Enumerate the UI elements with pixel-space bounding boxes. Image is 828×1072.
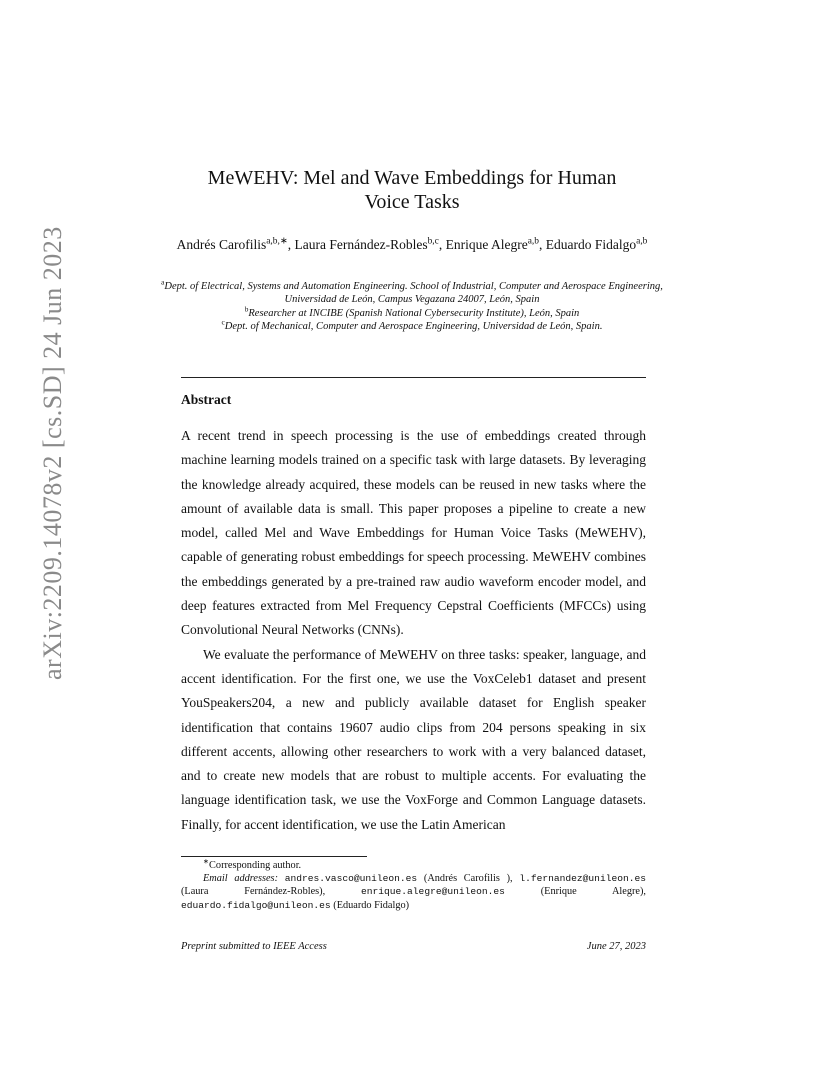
corresponding-author-note: Corresponding author. (209, 860, 302, 871)
author-name: Laura Fernández-Robles (294, 237, 428, 252)
affiliation-mark: c (221, 317, 225, 327)
abstract-paragraph: A recent trend in speech processing is the use of embeddings created through machine learning models trained on a specific task with large datasets. By leveraging the knowledge already acquired, these models can be reused in new tasks where the amount of available data is small. This paper proposes a pipeline to create a new model, called Mel and Wave Embeddings for Human Voice Tasks (MeWEHV), capable of generating robust embeddings for speech processing. MeWEHV combines the embeddings generated by a pre-trained raw audio waveform encoder model, and deep features extracted from Mel Frequency Cepstral Coefficients (MFCCs) using Convolutional Neural Networks (CNNs). (181, 428, 646, 638)
email-link[interactable]: l.fernandez@unileon.es (519, 873, 647, 885)
email-addresses-label: Email addresses: (203, 873, 278, 885)
author-affil-mark: a,b,∗ (266, 236, 288, 247)
footer-date: June 27, 2023 (586, 941, 646, 952)
footer-preprint-note: Preprint submitted to IEEE Access (181, 941, 327, 952)
arxiv-sidebar (18, 226, 67, 680)
affiliation-text: Dept. of Electrical, Systems and Automation Engineering. School of Industrial, Computer and Aerospace Engineering, Universidad de León, Campus Vegazana 24007, León, Spain (164, 281, 663, 306)
affiliation-item (160, 277, 664, 307)
author-affil-mark: a,b (527, 236, 539, 247)
author-affil-mark: b,c (427, 236, 439, 247)
author-name: Andrés Carofilis (176, 237, 267, 252)
abstract-body (181, 424, 646, 837)
paper-title (150, 166, 674, 214)
footnote-corresponding (181, 859, 646, 872)
author-separator: , (539, 237, 546, 252)
author-affil-mark: a,b (636, 236, 648, 247)
affiliation-mark: a (161, 277, 165, 287)
email-owner: (Laura Fernández-Robles), (181, 886, 326, 898)
email-owner: (Eduardo Fidalgo) (330, 899, 410, 911)
abstract-paragraph: We evaluate the performance of MeWEHV on three tasks: speaker, language, and accent identification. For the first one, we use the VoxCeleb1 dataset and present YouSpeakers204, a new and publicly available dataset for English speaker identification that contains 19607 audio clips from 204 persons speaking in six different accents, allowing other researchers to work with a very balanced dataset, and to create new models that are robust to multiple accents. For evaluating the language identification task, we use the VoxForge and Common Language datasets. Finally, for accent identification, we use the Latin American (181, 646, 646, 832)
affiliation-text: Dept. of Mechanical, Computer and Aerospace Engineering, Universidad de León, Spain. (224, 321, 603, 333)
affiliation-mark: b (244, 304, 249, 314)
affiliations (160, 277, 664, 334)
footnote-mark: ∗ (203, 857, 210, 866)
abstract-top-rule (181, 377, 646, 378)
author-separator: , (438, 237, 446, 252)
affiliation-item (160, 317, 664, 333)
email-link[interactable]: andres.vasco@unileon.es (284, 873, 418, 885)
affiliation-item (160, 304, 664, 320)
affiliation-text: Researcher at INCIBE (Spanish National Cybersecurity Institute), León, Spain (248, 307, 580, 319)
author-name: Enrique Alegre (445, 237, 528, 252)
title-line-2: Voice Tasks (364, 191, 460, 213)
author-name: Eduardo Fidalgo (545, 237, 637, 252)
arxiv-identifier: arXiv:2209.14078v2 [cs.SD] 24 Jun 2023 (38, 226, 67, 680)
email-link[interactable]: enrique.alegre@unileon.es (360, 886, 505, 898)
author-list (170, 236, 654, 254)
abstract-heading: Abstract (181, 392, 232, 407)
email-owner: (Enrique Alegre), (504, 886, 647, 898)
email-link[interactable]: eduardo.fidalgo@unileon.es (181, 899, 331, 911)
email-owner: (Andrés Carofilis ), (417, 873, 513, 885)
email-separator (325, 886, 361, 897)
footnote-emails (181, 872, 646, 912)
footnote (181, 859, 646, 912)
title-line-1: MeWEHV: Mel and Wave Embeddings for Human (207, 167, 617, 189)
author-separator: , (287, 237, 295, 252)
